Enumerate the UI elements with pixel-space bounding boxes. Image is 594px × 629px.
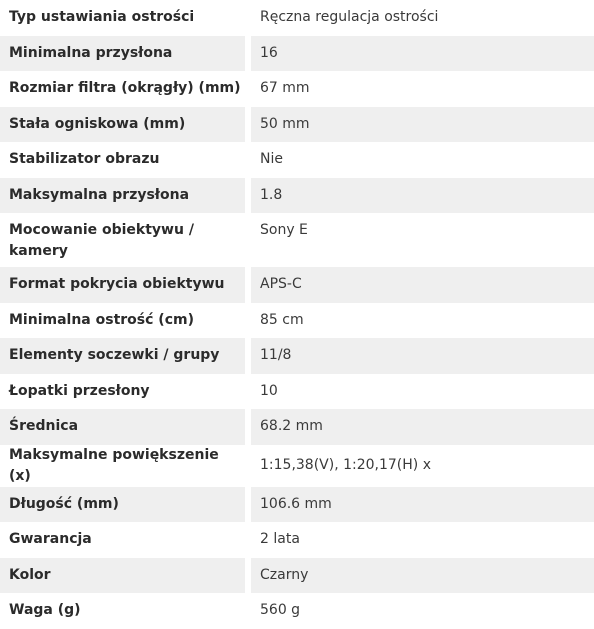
spec-label: Maksymalna przysłona — [0, 178, 245, 214]
table-row — [0, 558, 594, 594]
table-row — [0, 142, 594, 178]
spec-value: 85 cm — [251, 303, 594, 339]
table-row — [0, 36, 594, 72]
spec-label: Waga (g) — [0, 593, 245, 629]
spec-value: 50 mm — [251, 107, 594, 143]
spec-value: 68.2 mm — [251, 409, 594, 445]
spec-value: 560 g — [251, 593, 594, 629]
spec-label: Maksymalne powiększenie (x) — [0, 445, 245, 487]
table-row — [0, 445, 594, 487]
spec-label: Rozmiar filtra (okrągły) (mm) — [0, 71, 245, 107]
table-row — [0, 178, 594, 214]
table-row — [0, 409, 594, 445]
spec-label: Kolor — [0, 558, 245, 594]
spec-label: Gwarancja — [0, 522, 245, 558]
spec-label: Format pokrycia obiektywu — [0, 267, 245, 303]
spec-value: 2 lata — [251, 522, 594, 558]
table-row — [0, 107, 594, 143]
spec-label: Stała ogniskowa (mm) — [0, 107, 245, 143]
spec-label: Stabilizator obrazu — [0, 142, 245, 178]
table-row — [0, 303, 594, 339]
spec-value: 67 mm — [251, 71, 594, 107]
table-row — [0, 71, 594, 107]
spec-label: Minimalna ostrość (cm) — [0, 303, 245, 339]
table-row — [0, 267, 594, 303]
spec-label: Mocowanie obiektywu / kamery — [0, 213, 245, 267]
spec-label: Typ ustawiania ostrości — [0, 0, 245, 36]
table-row — [0, 593, 594, 629]
spec-label: Elementy soczewki / grupy — [0, 338, 245, 374]
table-row — [0, 0, 594, 36]
spec-value: 106.6 mm — [251, 487, 594, 523]
spec-value: 1:15,38(V), 1:20,17(H) x — [251, 445, 594, 487]
table-row — [0, 338, 594, 374]
spec-value: Czarny — [251, 558, 594, 594]
table-row — [0, 374, 594, 410]
spec-value: Nie — [251, 142, 594, 178]
spec-value: 11/8 — [251, 338, 594, 374]
spec-label: Średnica — [0, 409, 245, 445]
table-row — [0, 213, 594, 267]
spec-value: APS-C — [251, 267, 594, 303]
table-row — [0, 522, 594, 558]
spec-value: Ręczna regulacja ostrości — [251, 0, 594, 36]
spec-label: Długość (mm) — [0, 487, 245, 523]
spec-value: 10 — [251, 374, 594, 410]
spec-label: Minimalna przysłona — [0, 36, 245, 72]
spec-value: 16 — [251, 36, 594, 72]
spec-value: Sony E — [251, 213, 594, 267]
spec-label: Łopatki przesłony — [0, 374, 245, 410]
table-row — [0, 487, 594, 523]
spec-value: 1.8 — [251, 178, 594, 214]
